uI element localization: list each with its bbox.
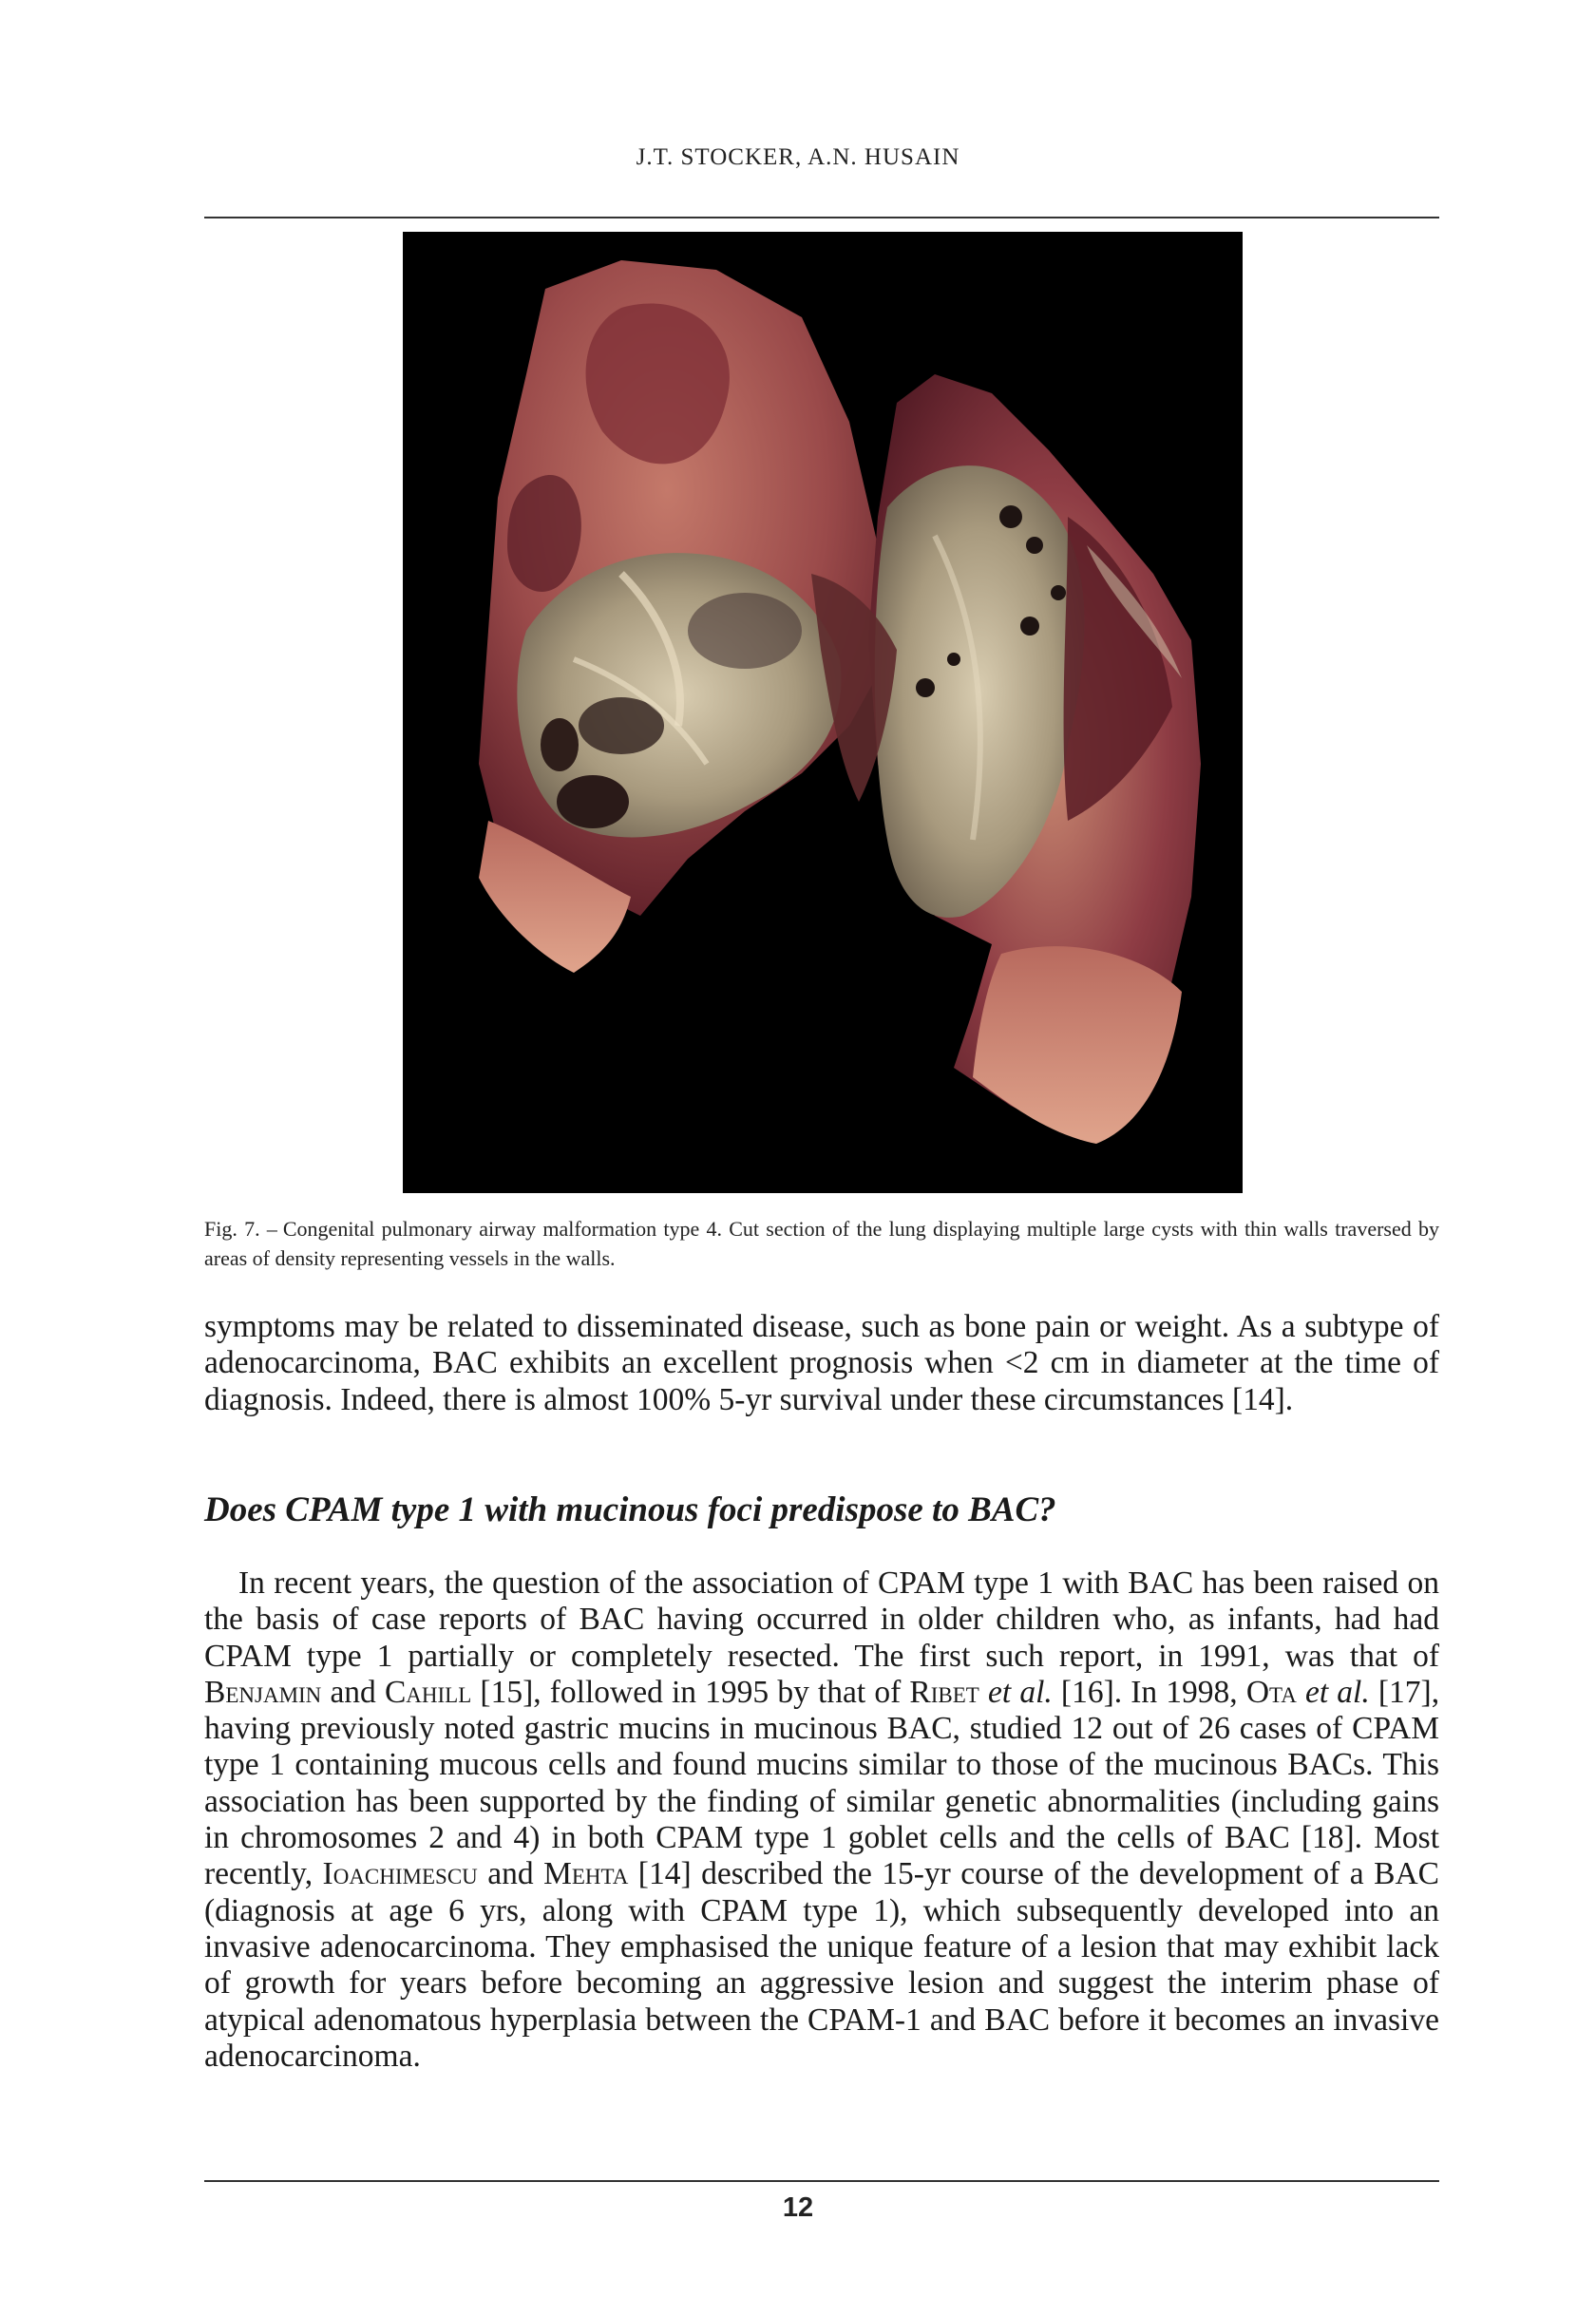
figure-photo-lung-specimen bbox=[403, 232, 1243, 1193]
figure-caption-text: Congenital pulmonary airway malformation type 4. Cut section of the lung displaying multiple large cysts with thin walls traversed by areas of density representing vessels in the walls. bbox=[204, 1217, 1439, 1270]
footer-rule bbox=[204, 2180, 1439, 2182]
lung-specimen-illustration bbox=[403, 232, 1243, 1193]
figure-caption bbox=[204, 1214, 1439, 1273]
paragraph-text: In recent years, the question of the association of CPAM type 1 with BAC has been raised on the basis of case reports of BAC having occurred in older children who, as infants, had had CPAM type 1 partially or completely resected. The first such report, in 1991, was that of Benjamin and Cahill [15], followed in 1995 by that of Ribet et al. [16]. In 1998, Ota et al. [17], having previously noted gastric mucins in mucinous BAC, studied 12 out of 26 cases of CPAM type 1 containing mucous cells and found mucins similar to those of the mucinous BACs. This association has been supported by the finding of similar genetic abnormalities (including gains in chromosomes 2 and 4) in both CPAM type 1 goblet cells and the cells of BAC [18]. Most recently, Ioachimescu and Mehta [14] described the 15-yr course of the development of a BAC (diagnosis at age 6 yrs, along with CPAM type 1), which subsequently developed into an invasive adenocarcinoma. They emphasised the unique feature of a lesion that may exhibit lack of growth for years before becoming an aggressive lesion and suggest the interim phase of atypical adenomatous hyperplasia between the CPAM-1 and BAC before it becomes an invasive adenocarcinoma. bbox=[204, 1565, 1440, 2074]
running-head: J.T. STOCKER, A.N. HUSAIN bbox=[636, 144, 960, 170]
et-al: et al. bbox=[1304, 1674, 1370, 1710]
author-name: Cahill bbox=[384, 1674, 472, 1710]
section-heading: Does CPAM type 1 with mucinous foci predispose to BAC? bbox=[204, 1490, 1056, 1529]
author-name: Mehta bbox=[543, 1856, 629, 1892]
author-name: Ioachimescu bbox=[322, 1856, 478, 1892]
paragraph-cpam-bac bbox=[204, 1565, 1439, 2075]
header-rule bbox=[204, 217, 1439, 218]
author-name: Ribet bbox=[909, 1674, 979, 1710]
paragraph-text: symptoms may be related to disseminated disease, such as bone pain or weight. As a subtype of adenocarcinoma, BAC exhibits an excellent prognosis when <2 cm in diameter at the time of diagnosis. Indeed, there is almost 100% 5-yr survival under these circumstances [14]. bbox=[204, 1309, 1439, 1417]
author-name: Ota bbox=[1245, 1674, 1297, 1710]
page-number: 12 bbox=[782, 2192, 814, 2223]
author-name: Benjamin bbox=[204, 1674, 322, 1710]
paragraph-continuation bbox=[204, 1309, 1439, 1418]
et-al: et al. bbox=[988, 1674, 1053, 1710]
figure-label: Fig. 7. – bbox=[204, 1217, 277, 1241]
